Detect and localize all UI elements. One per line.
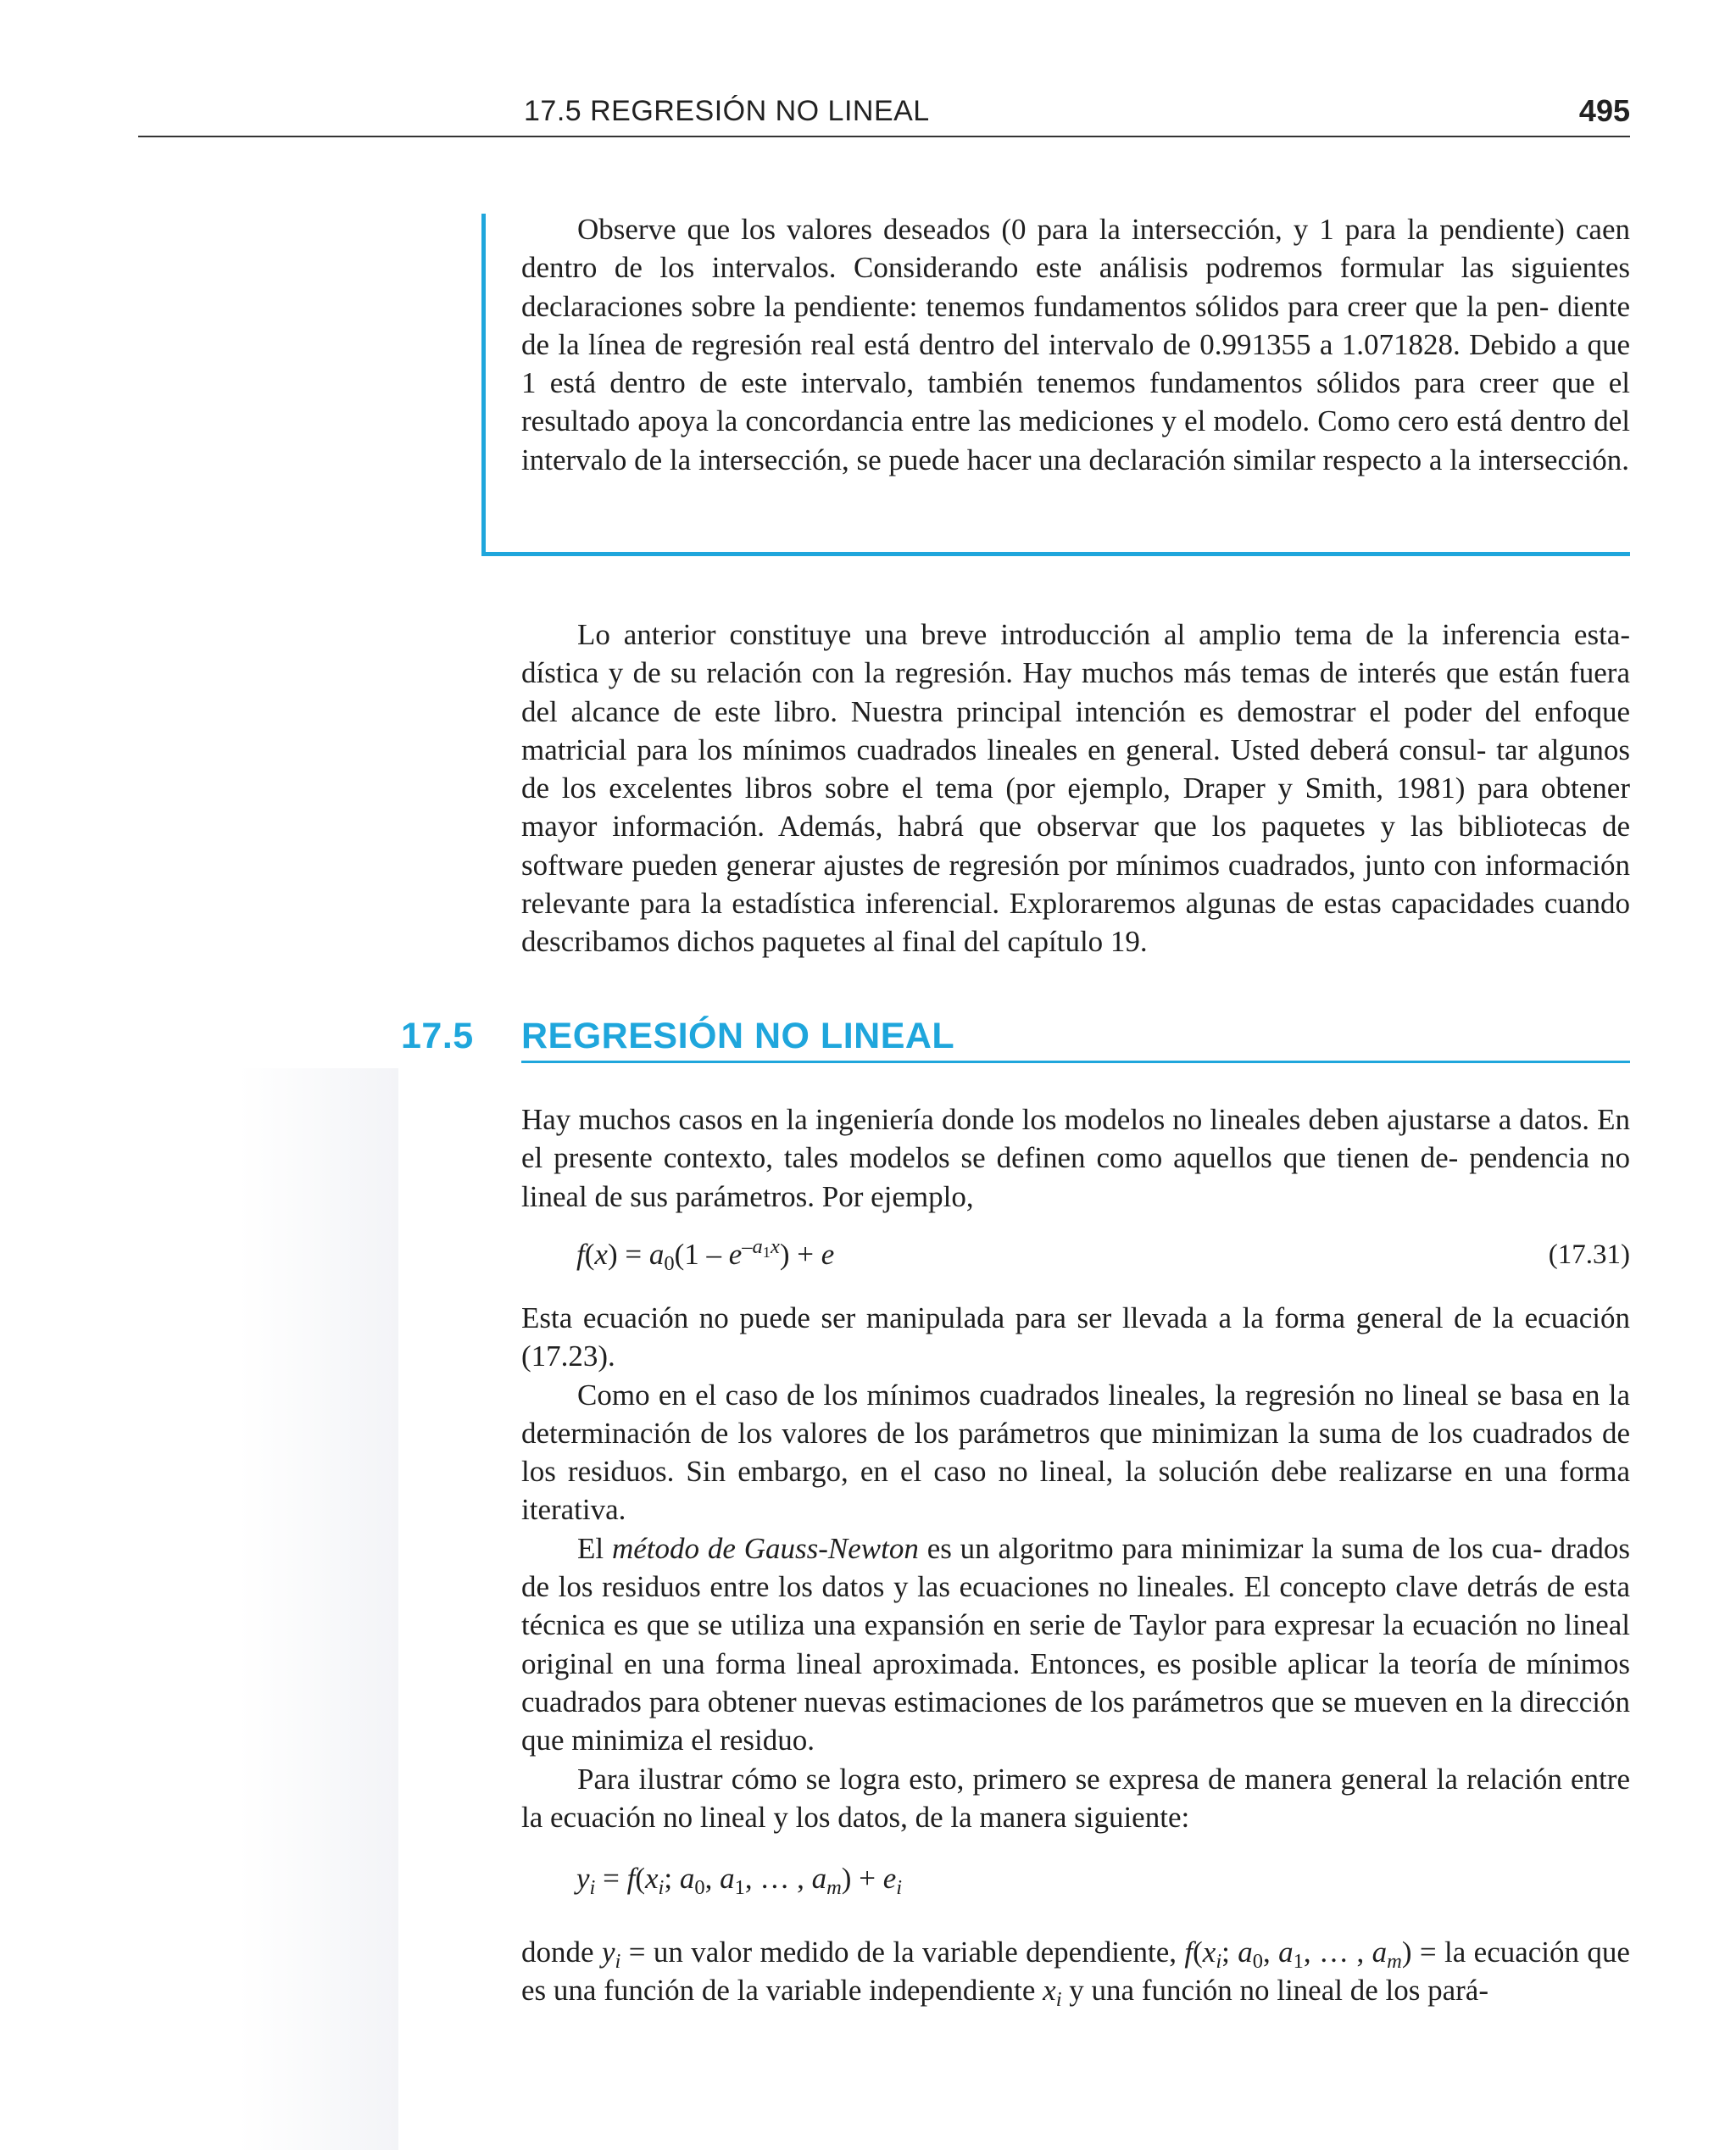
section-title: REGRESIÓN NO LINEAL — [521, 1016, 955, 1056]
gauss-newton-term: método de Gauss-Newton — [611, 1531, 919, 1565]
section-intro-block — [521, 1100, 1630, 1216]
section-paragraph-1: Hay muchos casos en la ingeniería donde los modelos no lineales deben ajustarse a datos. En el presente contexto, tales modelos se definen como aquellos que tienen de- pendencia no lineal de sus parámetros. Por ejemplo, — [521, 1103, 1630, 1213]
equation-17-31: $f(x) = a_0(1 - e^{-a_1x}) + e$ — [576, 1234, 835, 1275]
intro-paragraph-block — [521, 615, 1630, 961]
running-header-title: 17.5 REGRESIÓN NO LINEAL — [524, 95, 930, 127]
equation-general-model: $y_i = f(x_i$; $a_0$, $a_1$, … , $a_m) + e_i$ — [576, 1862, 903, 1899]
paragraph-2: Esta ecuación no puede ser manipulada para ser llevada a la forma general de la ecuación (17.23). — [521, 1301, 1630, 1373]
intro-paragraph: Lo anterior constituye una breve introducción al amplio tema de la inferencia esta- dística y de su relación con la regresión. Hay muchos más temas de interés que están fuera del alcance de este libro. Nuestra principal intención es demostrar el poder del enfoque matricial para los mínimos cuadrados lineales en general. Usted deberá consul- tar algunos de los excelentes libros sobre el tema (por ejemplo, Draper y Smith, 1981) para obtener mayor información. Además, habrá que observar que los paquetes y las bibliotecas de software pueden generar ajustes de regresión por mínimos cuadrados, junto con información relevante para la estadística inferencial. Exploraremos algunas de estas capacidades cuando describamos dichos paquetes al final del capítulo 19. — [521, 618, 1630, 959]
box-bottom-border — [481, 552, 1630, 556]
box-paragraph: Observe que los valores deseados (0 para la intersección, y 1 para la pendiente) caen dentro de los intervalos. Considerando este análisis podremos formular las siguientes declaraciones sobre la pendiente: tenemos fundamentos sólidos para creer que la pen- diente de la línea de regresión real está dentro del intervalo de 0.991355 a 1.071828. Debido a que 1 está dentro de este intervalo, también tenemos fundamentos sólidos para creer que el resultado apoya la concordancia entre las mediciones y el modelo. Como cero está dentro del intervalo de la intersección, se puede hacer una declaración similar respecto a la intersección. — [521, 213, 1630, 476]
header-rule — [138, 136, 1630, 137]
section-rule — [521, 1061, 1630, 1063]
box-paragraph-block — [521, 210, 1630, 479]
equation-number: (17.31) — [1548, 1239, 1630, 1270]
section-number: 17.5 — [401, 1016, 474, 1056]
page-margin-shade — [0, 1068, 398, 2150]
box-left-border — [481, 214, 486, 556]
definition-block — [521, 1933, 1630, 2010]
paragraph-3: Como en el caso de los mínimos cuadrados lineales, la regresión no lineal se basa en la determinación de los valores de los parámetros que minimizan la suma de los cuadrados de los residuos. Sin embargo, en el caso no lineal, la solución debe realizarse en una forma iterativa. — [521, 1378, 1630, 1527]
section-body-block — [521, 1299, 1630, 1836]
paragraph-5: Para ilustrar cómo se logra esto, primero se expresa de manera general la relación entre la ecuación no lineal y los datos, de la manera siguiente: — [521, 1762, 1630, 1834]
paragraph-6: donde $y_i$ = un valor medido de la variable dependiente, $f(x_i$; $a_0$, $a_1$, … , $a_m$) = la ecuación que es una función de la variable independiente $x_i$ y una función no lineal de los pará- — [521, 1936, 1630, 2012]
paragraph-4: El método de Gauss-Newton es un algoritmo para minimizar la suma de los cua- drados de los residuos entre los datos y las ecuaciones no lineales. El concepto clave detrás de esta técnica es que se utiliza una expansión en serie de Taylor para expresar la ecuación no lineal original en una forma lineal aproximada. Entonces, es posible aplicar la teoría de mínimos cuadrados para obtener nuevas estimaciones de los parámetros que se mueven en la dirección que minimiza el residuo. — [521, 1531, 1630, 1757]
page-number: 495 — [1578, 93, 1630, 128]
